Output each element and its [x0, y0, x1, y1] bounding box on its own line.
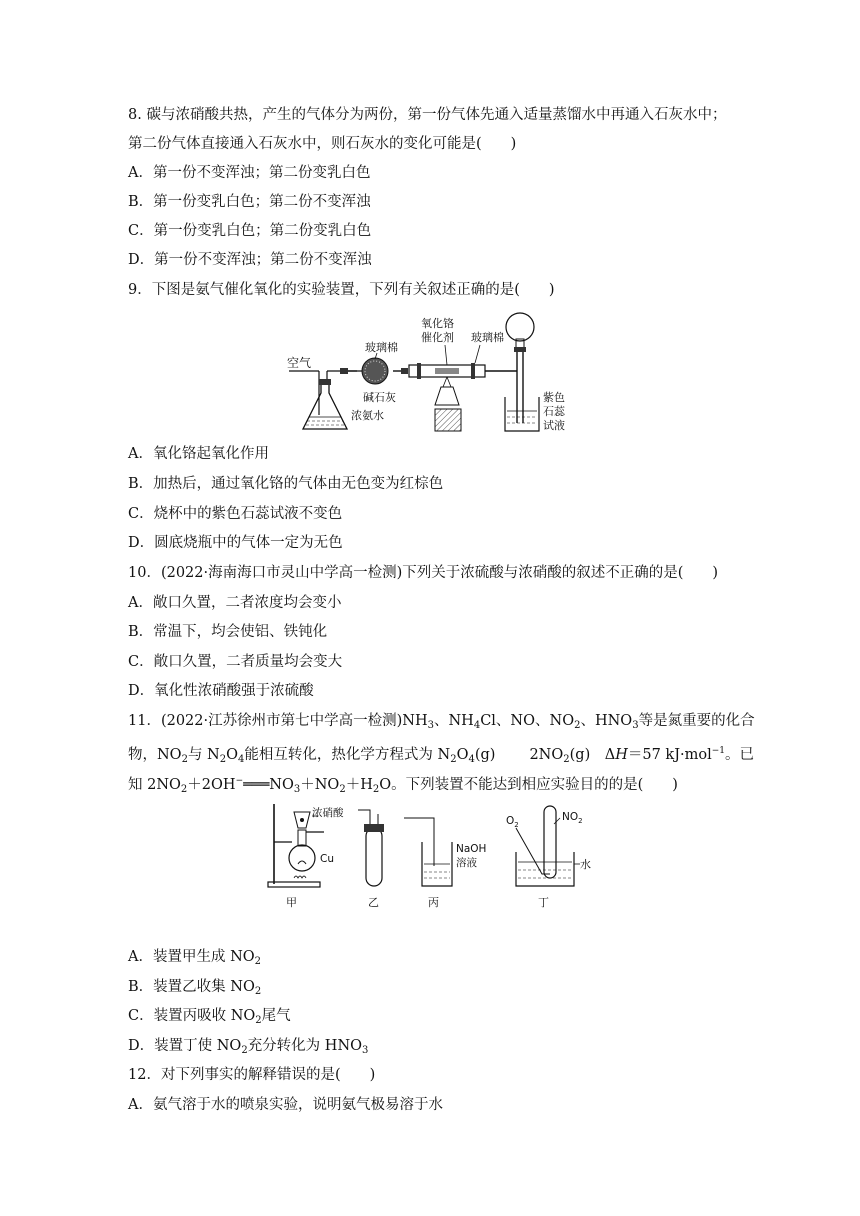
cu-label: Cu: [320, 853, 334, 865]
q11-option-c: C．装置丙吸收 $NO_2$尾气: [128, 1008, 291, 1026]
conical-flask-shape: [303, 383, 347, 429]
q9-option-c: C．烧杯中的紫色石蕊试液不变色: [128, 506, 343, 522]
q11-option-d: D．装置丁使 $NO_2$充分转化为 $HNO_3$: [128, 1038, 369, 1056]
ammonia-oxidation-apparatus-figure: [285, 305, 575, 437]
q11-option-a: A．装置甲生成 $NO_2$: [128, 949, 262, 967]
soda-lime-label: 碱石灰: [363, 391, 396, 404]
q8-option-a: A．第一份不变浑浊；第二份变乳白色: [128, 165, 371, 181]
q12-stem: 12．对下列事实的解释错误的是( ): [128, 1067, 376, 1083]
q11-option-b: B．装置乙收集 $NO_2$: [128, 979, 262, 997]
ding-label: 丁: [538, 896, 549, 909]
yi-label: 乙: [368, 896, 379, 909]
q8-option-c: C．第一份变乳白色；第二份变乳白色: [128, 223, 372, 239]
catalyst-label-2: 催化剂: [421, 331, 454, 344]
q8-option-d: D．第一份不变浑浊；第二份不变浑浊: [128, 252, 372, 268]
q8-stem-line1: 8. 碳与浓硝酸共热，产生的气体分为两份，第一份气体先通入适量蒸馏水中再通入石灰水中；: [128, 107, 727, 123]
q10-stem: 10．(2022·海南海口市灵山中学高一检测)下列关于浓硫酸与浓硝酸的叙述不正确的是( ): [128, 565, 719, 581]
q9-option-b: B．加热后，通过氧化铬的气体由无色变为红棕色: [128, 476, 444, 492]
q9-stem: 9．下图是氨气催化氧化的实验装置，下列有关叙述正确的是( ): [128, 282, 555, 298]
q10-option-d: D．氧化性浓硝酸强于浓硫酸: [128, 683, 314, 699]
glass-wool-label-2: 玻璃棉: [471, 331, 504, 344]
q8-stem-line2: 第二份气体直接通入石灰水中，则石灰水的变化可能是( ): [128, 136, 517, 152]
q11-stem-line2: 物，$NO_2$与 $N_2O_4$能相互转化，热化学方程式为 $N_2O_4(g)$ $2NO_2(g)$ ΔH＝57 kJ·mol$^{-1}$。已: [128, 746, 755, 765]
q10-option-b: B．常温下，均会使铝、铁钝化: [128, 624, 328, 640]
q11-stem-line3: 知 $2NO_2+2OH^-═══NO_3+NO_2+H_2O$。下列装置不能达到相应实验目的的是( ): [128, 776, 678, 795]
no2-label: $NO_2$: [562, 811, 583, 825]
litmus-label-3: 试液: [543, 419, 565, 432]
q12-option-a: A．氨气溶于水的喷泉实验，说明氨气极易溶于水: [128, 1097, 443, 1113]
jia-label: 甲: [286, 896, 297, 909]
o2-label: $O_2$: [506, 815, 519, 829]
naoh-label-2: 溶液: [456, 857, 477, 869]
q10-option-a: A．敞口久置，二者浓度均会变小: [128, 595, 342, 611]
q9-option-a: A．氧化铬起氧化作用: [128, 446, 269, 462]
q9-option-d: D．圆底烧瓶中的气体一定为无色: [128, 535, 343, 551]
glass-wool-label-1: 玻璃棉: [365, 341, 398, 354]
naoh-label-1: NaOH: [456, 843, 487, 855]
litmus-label-1: 紫色: [543, 391, 565, 404]
nitrogen-dioxide-apparatus-figure: [262, 800, 598, 912]
conc-ammonia-label: 浓氨水: [351, 409, 384, 422]
water-label: 水: [580, 858, 591, 871]
bing-label: 丙: [428, 896, 439, 909]
catalyst-label-1: 氧化铬: [421, 317, 454, 330]
q8-option-b: B．第一份变乳白色；第二份不变浑浊: [128, 194, 371, 210]
litmus-label-2: 石蕊: [543, 405, 565, 418]
q11-stem-line1: 11．(2022·江苏徐州市第七中学高一检测)$NH_3$、$NH_4Cl$、NO、$NO_2$、$HNO_3$等是氮重要的化合: [128, 713, 755, 731]
air-label: 空气: [287, 356, 312, 370]
q10-option-c: C．敞口久置，二者质量均会变大: [128, 654, 343, 670]
conc-nitric-acid-label: 浓硝酸: [312, 807, 344, 819]
